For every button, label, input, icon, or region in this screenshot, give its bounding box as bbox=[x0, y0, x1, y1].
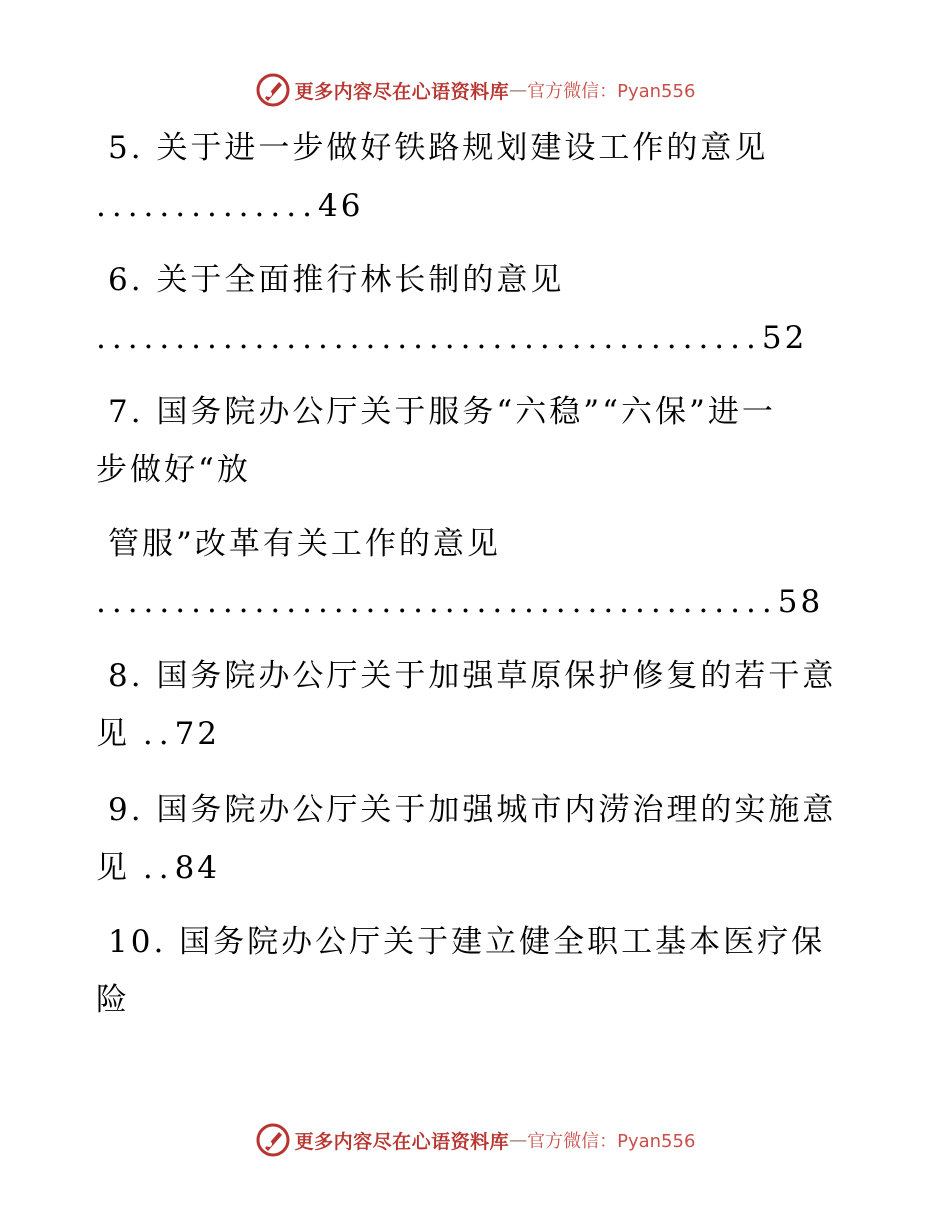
footer-banner bbox=[0, 1122, 950, 1158]
toc-item-6-title: 6. 关于全面推行林长制的意见 bbox=[108, 262, 565, 298]
toc-item-5-title: 5. 关于进一步做好铁路规划建设工作的意见 bbox=[108, 130, 769, 166]
banner-dash: — bbox=[509, 1129, 528, 1151]
toc-item-7-leader: ...........................................58 bbox=[96, 584, 824, 620]
banner-suffix: 官方微信：Pyan556 bbox=[527, 81, 696, 102]
toc-item-6-leader: ..........................................52 bbox=[96, 320, 808, 356]
header-banner bbox=[0, 72, 950, 108]
toc-item-5-leader: ..............46 bbox=[96, 188, 364, 224]
toc-item-10-title: 10. 国务院办公厅关于建立健全职工基本医疗保 bbox=[108, 924, 826, 960]
pen-logo-icon bbox=[255, 72, 291, 108]
toc-item-9-title: 9. 国务院办公厅关于加强城市内涝治理的实施意 bbox=[108, 792, 837, 828]
banner-prefix: 更多内容尽在心语资料库 bbox=[294, 1130, 510, 1153]
toc-item-7-title: 7. 国务院办公厅关于服务“六稳”“六保”进一 bbox=[108, 394, 776, 430]
banner-prefix: 更多内容尽在心语资料库 bbox=[294, 80, 510, 103]
toc-item-9-leader: 见 ..84 bbox=[96, 850, 221, 886]
toc-item-7-title-cont: 步做好“放 bbox=[96, 452, 251, 488]
toc-item-7-title-cont2: 管服”改革有关工作的意见 bbox=[108, 526, 501, 562]
toc-item-10-title-cont: 险 bbox=[96, 982, 130, 1018]
banner-dash: — bbox=[509, 79, 528, 101]
banner-suffix: 官方微信：Pyan556 bbox=[527, 1131, 696, 1152]
pen-logo-icon bbox=[255, 1122, 291, 1158]
toc-item-8-title: 8. 国务院办公厅关于加强草原保护修复的若干意 bbox=[108, 658, 837, 694]
toc-item-8-leader: 见 ..72 bbox=[96, 716, 221, 752]
